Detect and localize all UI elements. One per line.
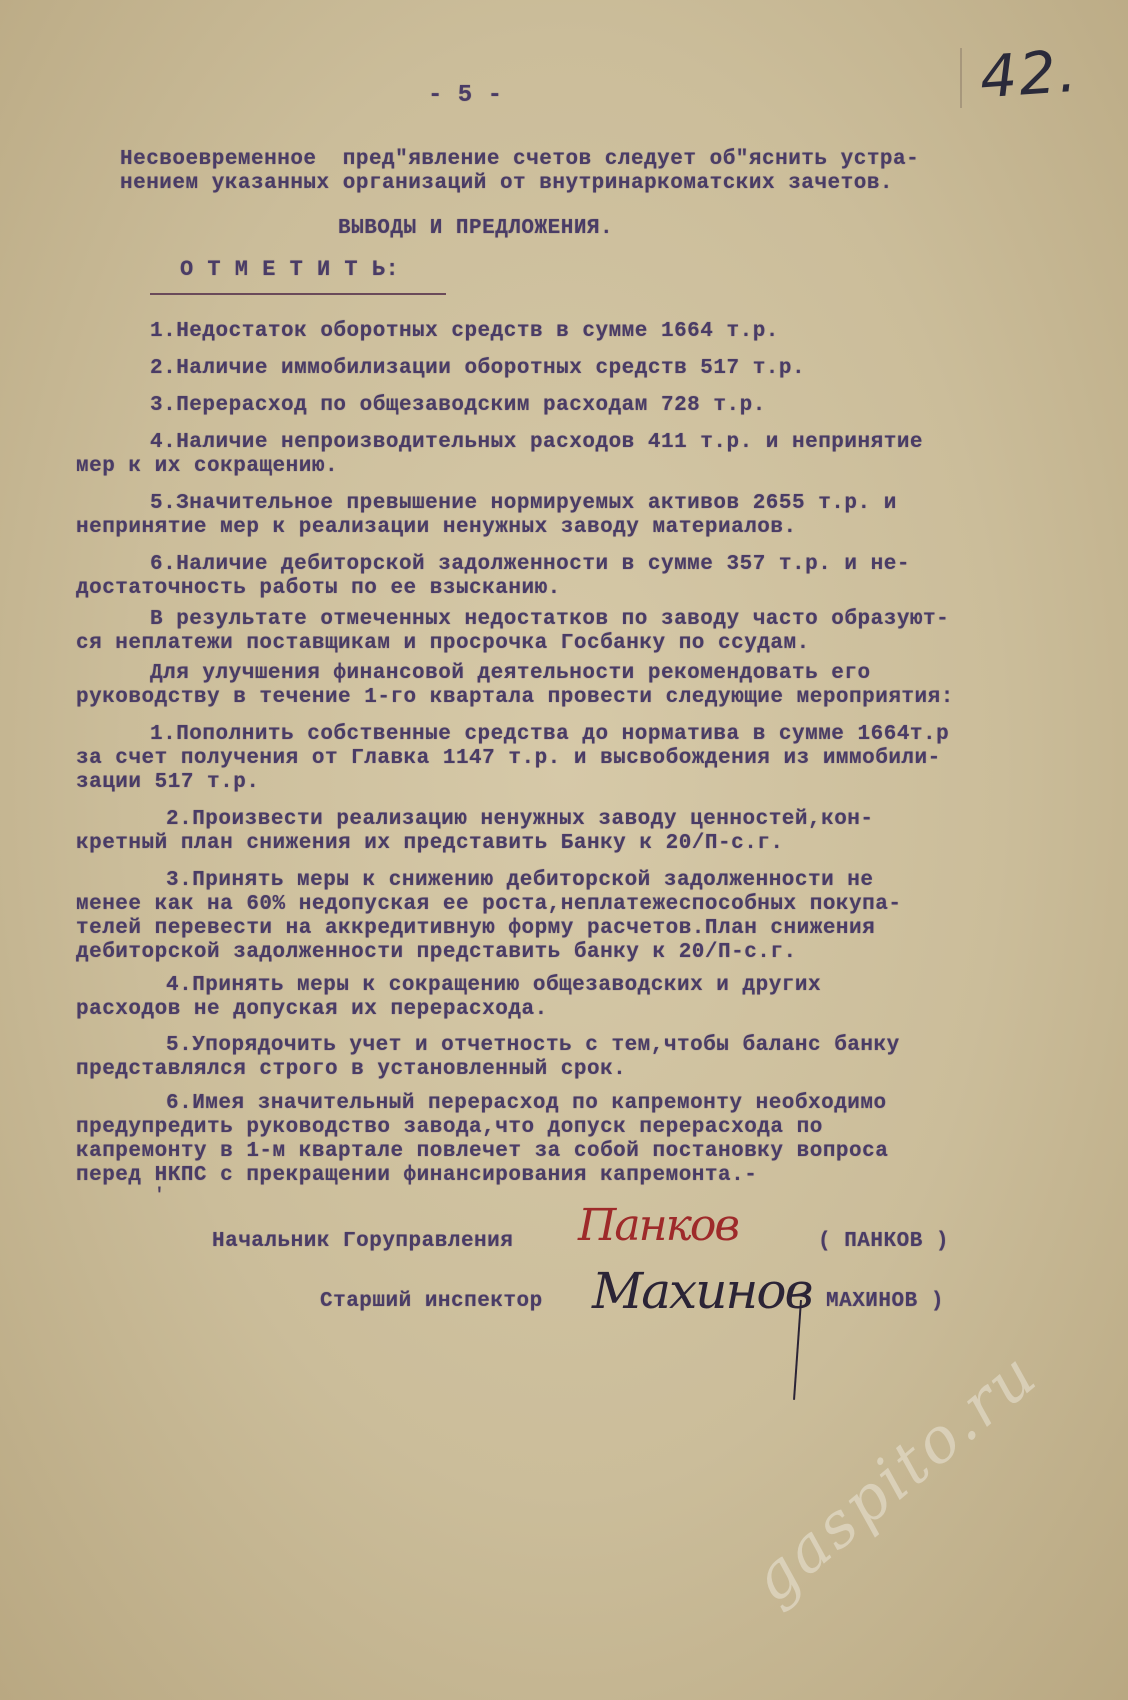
chief-title: Начальник Горуправления [212, 1230, 514, 1253]
finding-4-line-2: мер к их сокращению. [76, 455, 339, 478]
measure-3-line-4: дебиторской задолженности представить банку к 20/П-с.г. [76, 941, 797, 964]
recommend-line-2: руководству в течение 1-го квартала провести следующие мероприятия: [76, 686, 954, 709]
measure-5-line-1: 5.Упорядочить учет и отчетность с тем,чтобы баланс банку [166, 1034, 900, 1057]
finding-1: 1.Недостаток оборотных средств в сумме 1664 т.р. [150, 320, 779, 343]
inspector-name: МАХИНОВ ) [826, 1290, 944, 1313]
recommend-line-1: Для улучшения финансовой деятельности рекомендовать его [150, 662, 871, 685]
finding-3: 3.Перерасход по общезаводским расходам 728 т.р. [150, 394, 766, 417]
chief-name: ( ПАНКОВ ) [818, 1230, 950, 1253]
watermark: gaspito.ru [737, 1336, 1052, 1617]
margin-tick-mark: ' [154, 1186, 165, 1206]
chief-signature: Панков [578, 1200, 738, 1251]
measure-2-line-1: 2.Произвести реализацию ненужных заводу ценностей,кон- [166, 808, 874, 831]
finding-5-line-2: непринятие мер к реализации ненужных заводу материалов. [76, 516, 797, 539]
intro-line-1: Несвоевременное пред"явление счетов следует об"яснить устра- [120, 148, 920, 171]
measure-3-line-1: 3.Принять меры к снижению дебиторской задолженности не [166, 869, 874, 892]
note-heading: О Т М Е Т И Т Ь: [180, 257, 400, 282]
measure-5-line-2: представлялся строго в установленный срок. [76, 1058, 627, 1081]
result-line-1: В результате отмеченных недостатков по заводу часто образуют- [150, 608, 950, 631]
measure-2-line-2: кретный план снижения их представить Банку к 20/П-с.г. [76, 832, 784, 855]
note-heading-underline [150, 293, 446, 295]
measure-1-line-3: зации 517 т.р. [76, 771, 260, 794]
finding-6-line-2: достаточность работы по ее взысканию. [76, 577, 561, 600]
measure-4-line-1: 4.Принять меры к сокращению общезаводских и других [166, 974, 822, 997]
finding-5-line-1: 5.Значительное превышение нормируемых активов 2655 т.р. и [150, 492, 897, 515]
measure-3-line-2: менее как на 60% недопуская ее роста,неплатежеспособных покупа- [76, 893, 902, 916]
measure-1-line-2: за счет получения от Главка 1147 т.р. и высвобождения из иммобили- [76, 747, 941, 770]
archive-page-number: 42. [977, 36, 1081, 112]
measure-6-line-3: капремонту в 1-м квартале повлечет за собой постановку вопроса [76, 1140, 889, 1163]
page-number: - 5 - [428, 82, 503, 109]
inspector-title: Старший инспектор [320, 1290, 543, 1313]
intro-line-2: нением указанных организаций от внутринаркоматских зачетов. [120, 172, 894, 195]
measure-1-line-1: 1.Пополнить собственные средства до норматива в сумме 1664т.р [150, 723, 950, 746]
measure-6-line-4: перед НКПС с прекращении финансирования капремонта.- [76, 1164, 758, 1187]
measure-3-line-3: телей перевести на аккредитивную форму расчетов.План снижения [76, 917, 876, 940]
finding-4-line-1: 4.Наличие непроизводительных расходов 411 т.р. и непринятие [150, 431, 924, 454]
measure-6-line-1: 6.Имея значительный перерасход по капремонту необходимо [166, 1092, 887, 1115]
result-line-2: ся неплатежи поставщикам и просрочка Госбанку по ссудам. [76, 632, 810, 655]
section-title: ВЫВОДЫ И ПРЕДЛОЖЕНИЯ. [338, 217, 614, 240]
measure-6-line-2: предупредить руководство завода,что допуск перерасхода по [76, 1116, 823, 1139]
finding-2: 2.Наличие иммобилизации оборотных средств 517 т.р. [150, 357, 806, 380]
measure-4-line-2: расходов не допуская их перерасхода. [76, 998, 548, 1021]
finding-6-line-1: 6.Наличие дебиторской задолженности в сумме 357 т.р. и не- [150, 553, 910, 576]
inspector-signature: Махинов [592, 1262, 812, 1320]
